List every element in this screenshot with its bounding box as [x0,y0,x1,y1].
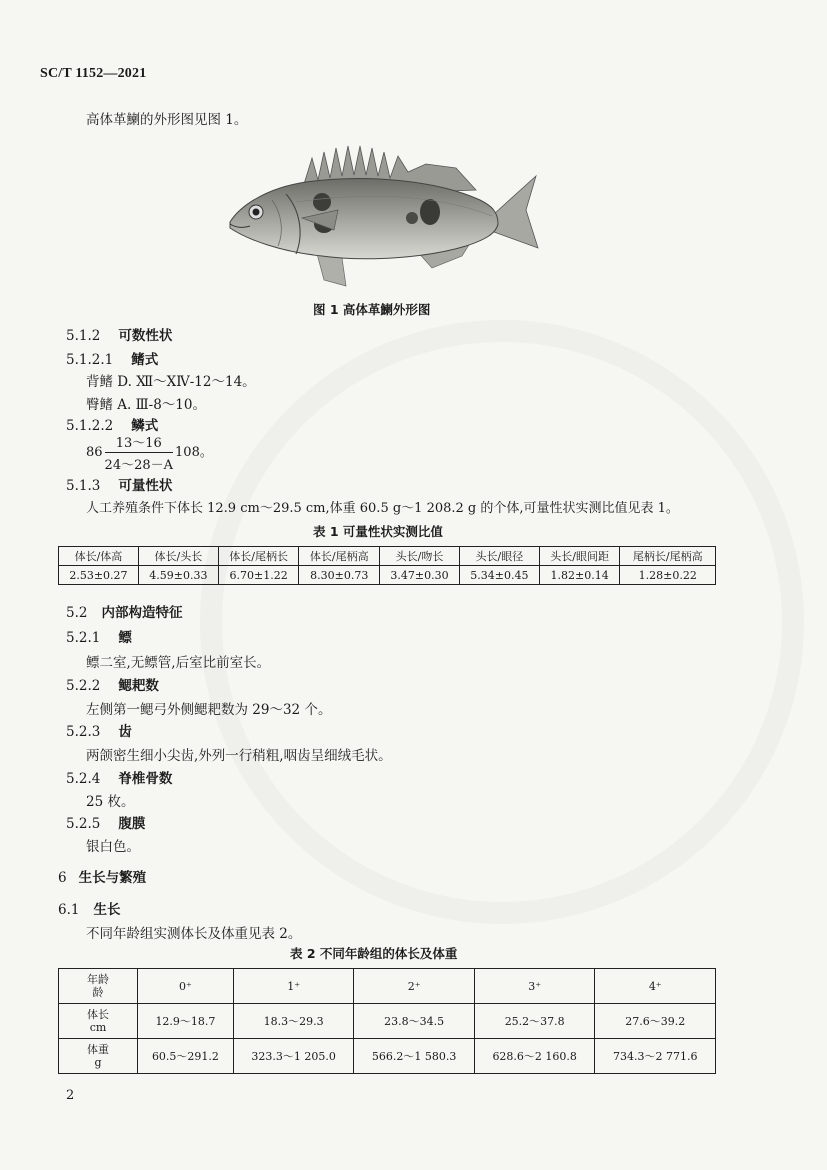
vertebrae-text: 25 枚。 [86,794,135,810]
table1-header: 体长/头长 [138,547,218,566]
section-5-1-2-number: 5.1.2 [66,328,101,344]
section-6-1-number: 6.1 [58,902,80,918]
table2-caption: 表 2 不同年龄组的体长及体重 [290,946,458,961]
table1-header: 体长/尾柄长 [218,547,299,566]
swim-bladder-text: 鳔二室,无鳔管,后室比前室长。 [86,655,271,671]
peritoneum-text: 银白色。 [86,839,140,855]
section-5-1-2-1-title: 鳍式 [131,352,159,368]
section-5-2-title: 内部构造特征 [101,605,183,621]
scale-formula-right: 108。 [175,445,213,460]
table2-cell: 18.3～29.3 [233,1004,354,1039]
table1-header: 头长/眼径 [459,547,539,566]
table2-age-header: 3⁺ [474,969,595,1004]
table2-age-header: 4⁺ [595,969,716,1004]
table1-cell: 5.34±0.45 [459,566,539,585]
section-5-1-3-title: 可量性状 [118,478,173,494]
intro-text: 高体革鯻的外形图见图 1。 [86,112,248,128]
table1-cell: 1.82±0.14 [539,566,620,585]
section-5-1-3-number: 5.1.3 [66,478,101,494]
table1-cell: 4.59±0.33 [138,566,218,585]
section-5-1-2-title: 可数性状 [118,328,173,344]
table1-header: 头长/吻长 [380,547,460,566]
table2-age-header: 2⁺ [354,969,475,1004]
teeth-text: 两颌密生细小尖齿,外列一行稍粗,咽齿呈细绒毛状。 [86,748,392,764]
table1 [58,546,716,585]
section-5-2-2-number: 5.2.2 [66,678,101,694]
table2-cell: 628.6～2 160.8 [474,1039,595,1074]
table1-header: 体长/体高 [59,547,139,566]
table2-corner: 年龄 龄 [59,969,138,1004]
growth-text: 不同年龄组实测体长及体重见表 2。 [86,926,302,942]
gill-rakers-text: 左侧第一鳃弓外侧鳃耙数为 29～32 个。 [86,702,332,718]
figure1-caption: 图 1 高体革鯻外形图 [313,302,431,317]
scale-formula-numerator: 13～16 [105,432,173,453]
table2-age-header: 0⁺ [138,969,234,1004]
table2-cell: 566.2～1 580.3 [354,1039,475,1074]
section-5-1-2-2-title: 鳞式 [131,418,159,434]
table1-header: 体长/尾柄高 [299,547,380,566]
table1-caption: 表 1 可量性状实测比值 [313,524,443,539]
section-5-2-5-number: 5.2.5 [66,816,101,832]
table2 [58,968,716,1074]
table1-header-row [59,547,716,566]
scale-formula-denominator: 24～28－A [104,458,174,473]
table2-cell: 27.6～39.2 [595,1004,716,1039]
table2-cell: 60.5～291.2 [138,1039,234,1074]
table2-cell: 23.8～34.5 [354,1004,475,1039]
dorsal-fin-formula: 背鳍 D. Ⅻ～ⅩⅣ-12～14。 [86,374,256,390]
section-5-2-3-number: 5.2.3 [66,724,101,740]
measurable-traits-text: 人工养殖条件下体长 12.9 cm～29.5 cm,体重 60.5 g～1 208.2 g 的个体,可量性状实测比值见表 1。 [86,501,679,516]
section-6-title: 生长与繁殖 [78,870,147,886]
table2-row-body-length [59,1004,716,1039]
scale-formula-left: 86 [86,445,103,460]
fish-illustration [226,140,546,290]
section-5-2-2-title: 鳃耙数 [118,678,159,694]
section-5-2-4-title: 脊椎骨数 [118,771,173,787]
table2-cell: 12.9～18.7 [138,1004,234,1039]
section-6-number: 6 [58,870,67,886]
table2-row-label: 体长 cm [59,1004,138,1039]
section-6-1-title: 生长 [93,902,121,918]
page-number: 2 [66,1088,75,1103]
section-5-2-5-title: 腹膜 [118,816,146,832]
table2-age-header: 1⁺ [233,969,354,1004]
section-5-2-4-number: 5.2.4 [66,771,101,787]
section-5-2-1-title: 鳔 [118,630,132,646]
section-5-2-1-number: 5.2.1 [66,630,101,646]
scale-formula [86,432,213,473]
table1-cell: 1.28±0.22 [620,566,716,585]
table1-cell: 2.53±0.27 [59,566,139,585]
table1-value-row [59,566,716,585]
standard-number: SC/T 1152—2021 [40,66,147,81]
anal-fin-formula: 臀鳍 A. Ⅲ-8～10。 [86,397,206,413]
table2-cell: 734.3～2 771.6 [595,1039,716,1074]
table1-cell: 8.30±0.73 [299,566,380,585]
table1-header: 头长/眼间距 [539,547,620,566]
section-5-2-number: 5.2 [66,605,88,621]
section-5-2-3-title: 齿 [118,724,132,740]
section-5-1-2-1-number: 5.1.2.1 [66,352,114,368]
background-watermark [200,320,804,924]
table1-header: 尾柄长/尾柄高 [620,547,716,566]
table2-row-body-weight [59,1039,716,1074]
table1-cell: 6.70±1.22 [218,566,299,585]
table2-cell: 323.3～1 205.0 [233,1039,354,1074]
table2-row-label: 体重 g [59,1039,138,1074]
table1-cell: 3.47±0.30 [380,566,460,585]
table2-cell: 25.2～37.8 [474,1004,595,1039]
section-5-1-2-2-number: 5.1.2.2 [66,418,114,434]
table2-header-row [59,969,716,1004]
